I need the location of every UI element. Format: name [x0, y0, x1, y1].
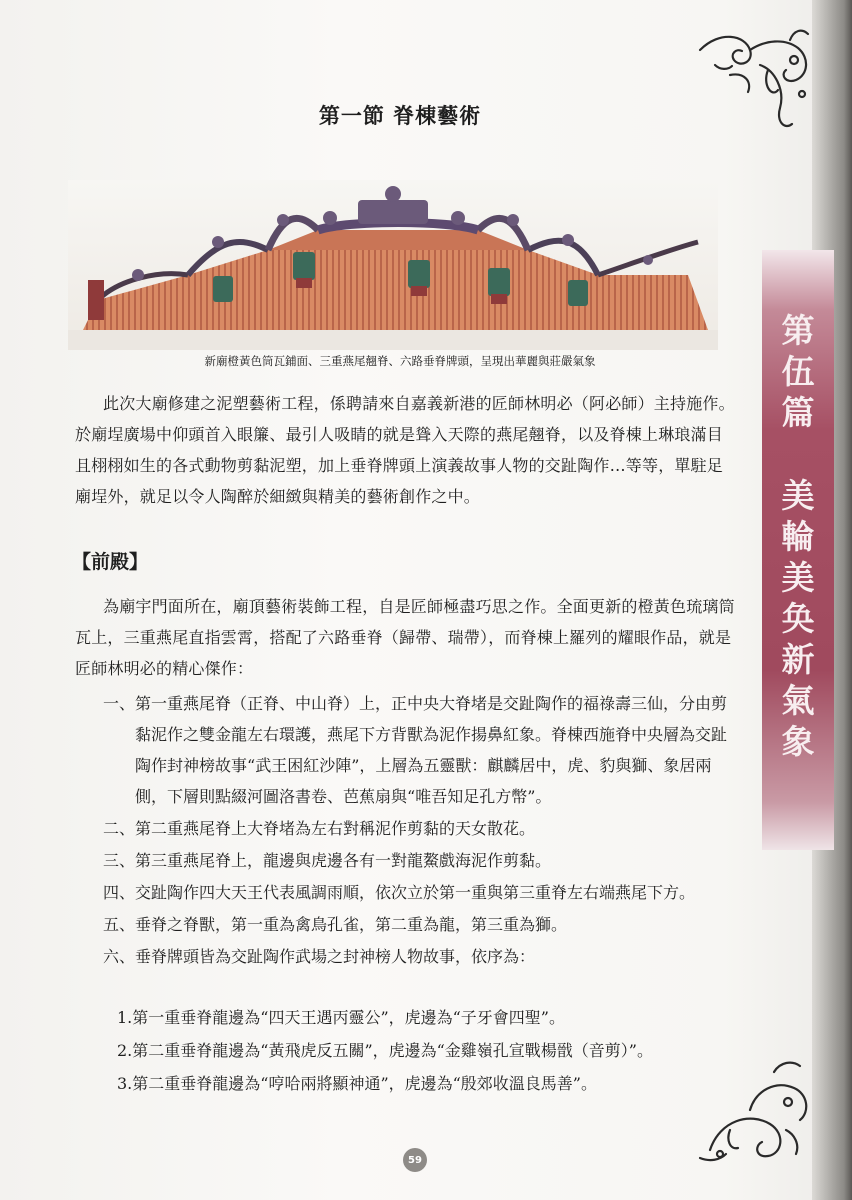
sub-list-item-text: 第二重垂脊龍邊為“哼哈兩將顯神通”，虎邊為“殷郊收溫良馬善”。: [132, 1074, 597, 1093]
chapter-char: 篇: [781, 393, 815, 432]
section-heading: 【前殿】: [72, 551, 149, 573]
chapter-char: 奂: [781, 599, 815, 638]
list-item: [103, 941, 743, 972]
list-item-text: 垂脊牌頭皆為交趾陶作武場之封神榜人物故事，依序為：: [135, 947, 536, 966]
list-item-number: 四、: [103, 883, 136, 902]
list-item-number: 三、: [103, 851, 136, 870]
list-item: [103, 877, 743, 908]
temple-roof-photo: [68, 180, 718, 350]
list-item: [103, 688, 743, 812]
list-item: [103, 845, 743, 876]
list-item-number: 六、: [103, 947, 136, 966]
list-item: [103, 813, 743, 844]
list-item-text: 第一重燕尾脊（正脊、中山脊）上，正中央大脊堵是交趾陶作的福祿壽三仙，分由剪黏泥作之雙金龍左右環護，燕尾下方背獸為泥作揚鼻紅象。脊棟西施脊中央層為交趾陶作封神榜故事“武王困紅沙陣”，上層為五靈獸：麒麟居中，虎、豹與獅、象居兩側，下層則點綴河圖洛書卷、芭蕉扇與“唯吾知足孔方幣”。: [135, 694, 728, 806]
sub-list-item-text: 第二重垂脊龍邊為“黃飛虎反五關”，虎邊為“金雞嶺孔宣戰楊戩（音剪）”。: [132, 1041, 653, 1060]
chapter-char: 氣: [781, 681, 815, 720]
chapter-vertical-title: [762, 310, 834, 762]
list-item-text: 第二重燕尾脊上大脊堵為左右對稱泥作剪黏的天女散花。: [135, 819, 536, 838]
list-item-number: 五、: [103, 915, 136, 934]
list-item: [103, 909, 743, 940]
list-item-text: 第三重燕尾脊上，龍邊與虎邊各有一對龍鰲戲海泥作剪黏。: [135, 851, 552, 870]
list-item-text: 交趾陶作四大天王代表風調雨順，依次立於第一重與第三重脊左右端燕尾下方。: [135, 883, 696, 902]
chapter-char: 輪: [781, 517, 815, 556]
decorative-scroll-ornament: [690, 20, 820, 140]
numbered-list: [103, 688, 743, 973]
list-item-number: 一、: [103, 694, 136, 713]
chapter-char: 美: [781, 476, 815, 515]
section-intro-paragraph: 為廟宇門面所在，廟頂藝術裝飾工程，自是匠師極盡巧思之作。全面更新的橙黃色琉璃筒瓦上，三重燕尾直指雲霄，搭配了六路垂脊（歸帶、瑞帶），而脊棟上羅列的耀眼作品，就是匠師林明必的精心傑作：: [75, 597, 735, 678]
sub-list-item-text: 第一重垂脊龍邊為“四天王遇丙靈公”，虎邊為“子牙會四聖”。: [132, 1008, 565, 1027]
page-number-badge: 59: [403, 1148, 427, 1172]
chapter-char: 伍: [781, 352, 815, 391]
chapter-char: 美: [781, 558, 815, 597]
sub-list-item-number: 3.: [117, 1074, 133, 1093]
section-title: 第一節 脊棟藝術: [318, 104, 482, 128]
list-item-text: 垂脊之脊獸，第一重為禽鳥孔雀，第二重為龍，第三重為獅。: [135, 915, 568, 934]
chapter-char: 象: [781, 722, 815, 761]
sub-list: [117, 1002, 717, 1101]
sub-list-item-number: 2.: [117, 1041, 133, 1060]
photo-caption: 新廟橙黃色筒瓦鋪面、三重燕尾翹脊、六路垂脊牌頭，呈現出華麗與莊嚴氣象: [204, 354, 596, 368]
intro-paragraph: 此次大廟修建之泥塑藝術工程，係聘請來自嘉義新港的匠師林明必（阿必師）主持施作。於廟埕廣場中仰頭首入眼簾、最引人吸睛的就是聳入天際的燕尾翹脊，以及脊棟上琳琅滿目且栩栩如生的各式動物剪黏泥塑，加上垂脊牌頭上演義故事人物的交趾陶作…等等，單駐足廟埕外，就足以令人陶醉於細緻與精美的藝術創作之中。: [75, 394, 735, 506]
chapter-char: 新: [781, 640, 815, 679]
list-item-number: 二、: [103, 819, 136, 838]
sub-list-item: [117, 1002, 717, 1033]
chapter-char: 第: [781, 311, 815, 350]
sub-list-item: [117, 1035, 717, 1066]
sub-list-item-number: 1.: [117, 1008, 133, 1027]
sub-list-item: [117, 1068, 717, 1099]
